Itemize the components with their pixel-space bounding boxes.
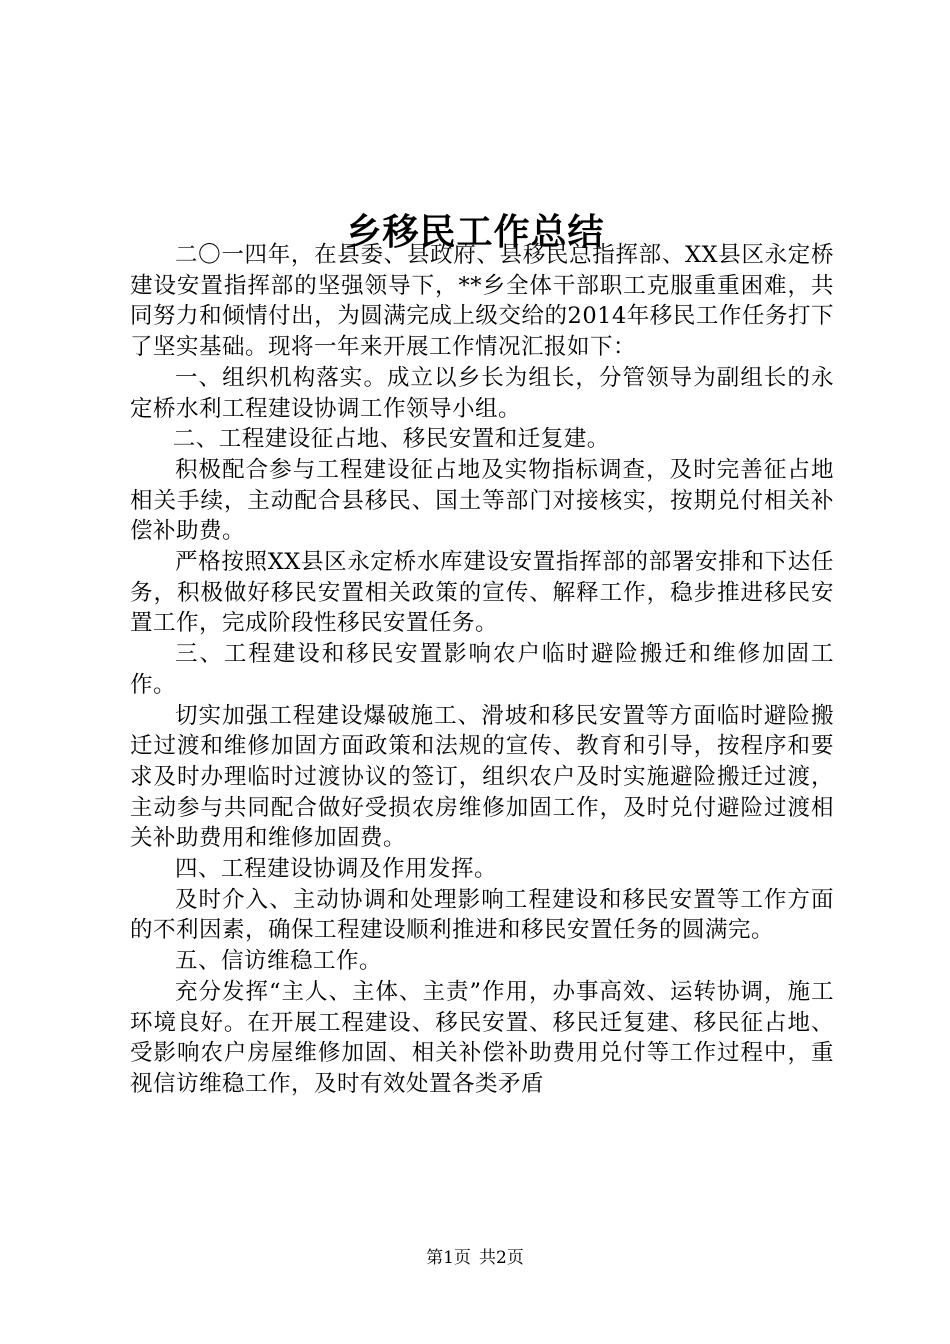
paragraph-section-5-heading: 五、信访维稳工作。 [175,948,383,975]
paragraph-section-3-a: 切实加强工程建设爆破施工、滑坡和移民安置等方面临时避险搬迁过渡和维修加固方面政策和法规的宣传、教育和引导，按程序和要求及时办理临时过渡协议的签订，组织农户及时实施避险搬迁过渡，主动参与共同配合做好受损农房维修加固工作，及时兑付避险过渡相关补助费用和维修加固费。 [130,702,834,852]
paragraph-section-5-a: 充分发挥“主人、主体、主责”作用，办事高效、运转协调，施工环境良好。在开展工程建设、移民安置、移民迁复建、移民征占地、受影响农户房屋维修加固、相关补偿补助费用兑付等工作过程中，重视信访维稳工作，及时有效处置各类矛盾 [130,978,834,1097]
paragraph-section-2-a: 积极配合参与工程建设征占地及实物指标调查，及时完善征占地相关手续，主动配合县移民、国土等部门对接核实，按期兑付相关补偿补助费。 [130,456,834,545]
paragraph-section-2-heading: 二、工程建设征占地、移民安置和迁复建。 [172,426,610,453]
paragraph-section-3-heading: 三、工程建设和移民安置影响农户临时避险搬迁和维修加固工作。 [130,641,834,698]
paragraph-section-4-a: 及时介入、主动协调和处理影响工程建设和移民安置等工作方面的不利因素，确保工程建设顺利推进和移民安置任务的圆满完。 [130,886,834,944]
paragraph-intro: 二〇一四年，在县委、县政府、县移民总指挥部、XX县区永定桥建设安置指挥部的坚强领导下，**乡全体干部职工克服重重困难，共同努力和倾情付出，为圆满完成上级交给的2014年移民工作任务打下了坚实基础。现将一年来开展工作情况汇报如下： [130,242,834,361]
paragraph-section-2-b: 严格按照XX县区永定桥水库建设安置指挥部的部署安排和下达任务，积极做好移民安置相关政策的宣传、解释工作，稳步推进移民安置工作，完成阶段性移民安置任务。 [130,549,834,637]
page-number: 第1页 [426,1248,471,1268]
document-title: 乡移民工作总结 [345,211,605,254]
document-body [130,240,834,1100]
paragraph-section-4-heading: 四、工程建设协调及作用发挥。 [175,856,498,883]
page-total: 共2页 [479,1248,524,1268]
page-footer [0,1246,950,1270]
paragraph-section-1: 一、组织机构落实。成立以乡长为组长，分管领导为副组长的永定桥水利工程建设协调工作领导小组。 [130,364,834,422]
